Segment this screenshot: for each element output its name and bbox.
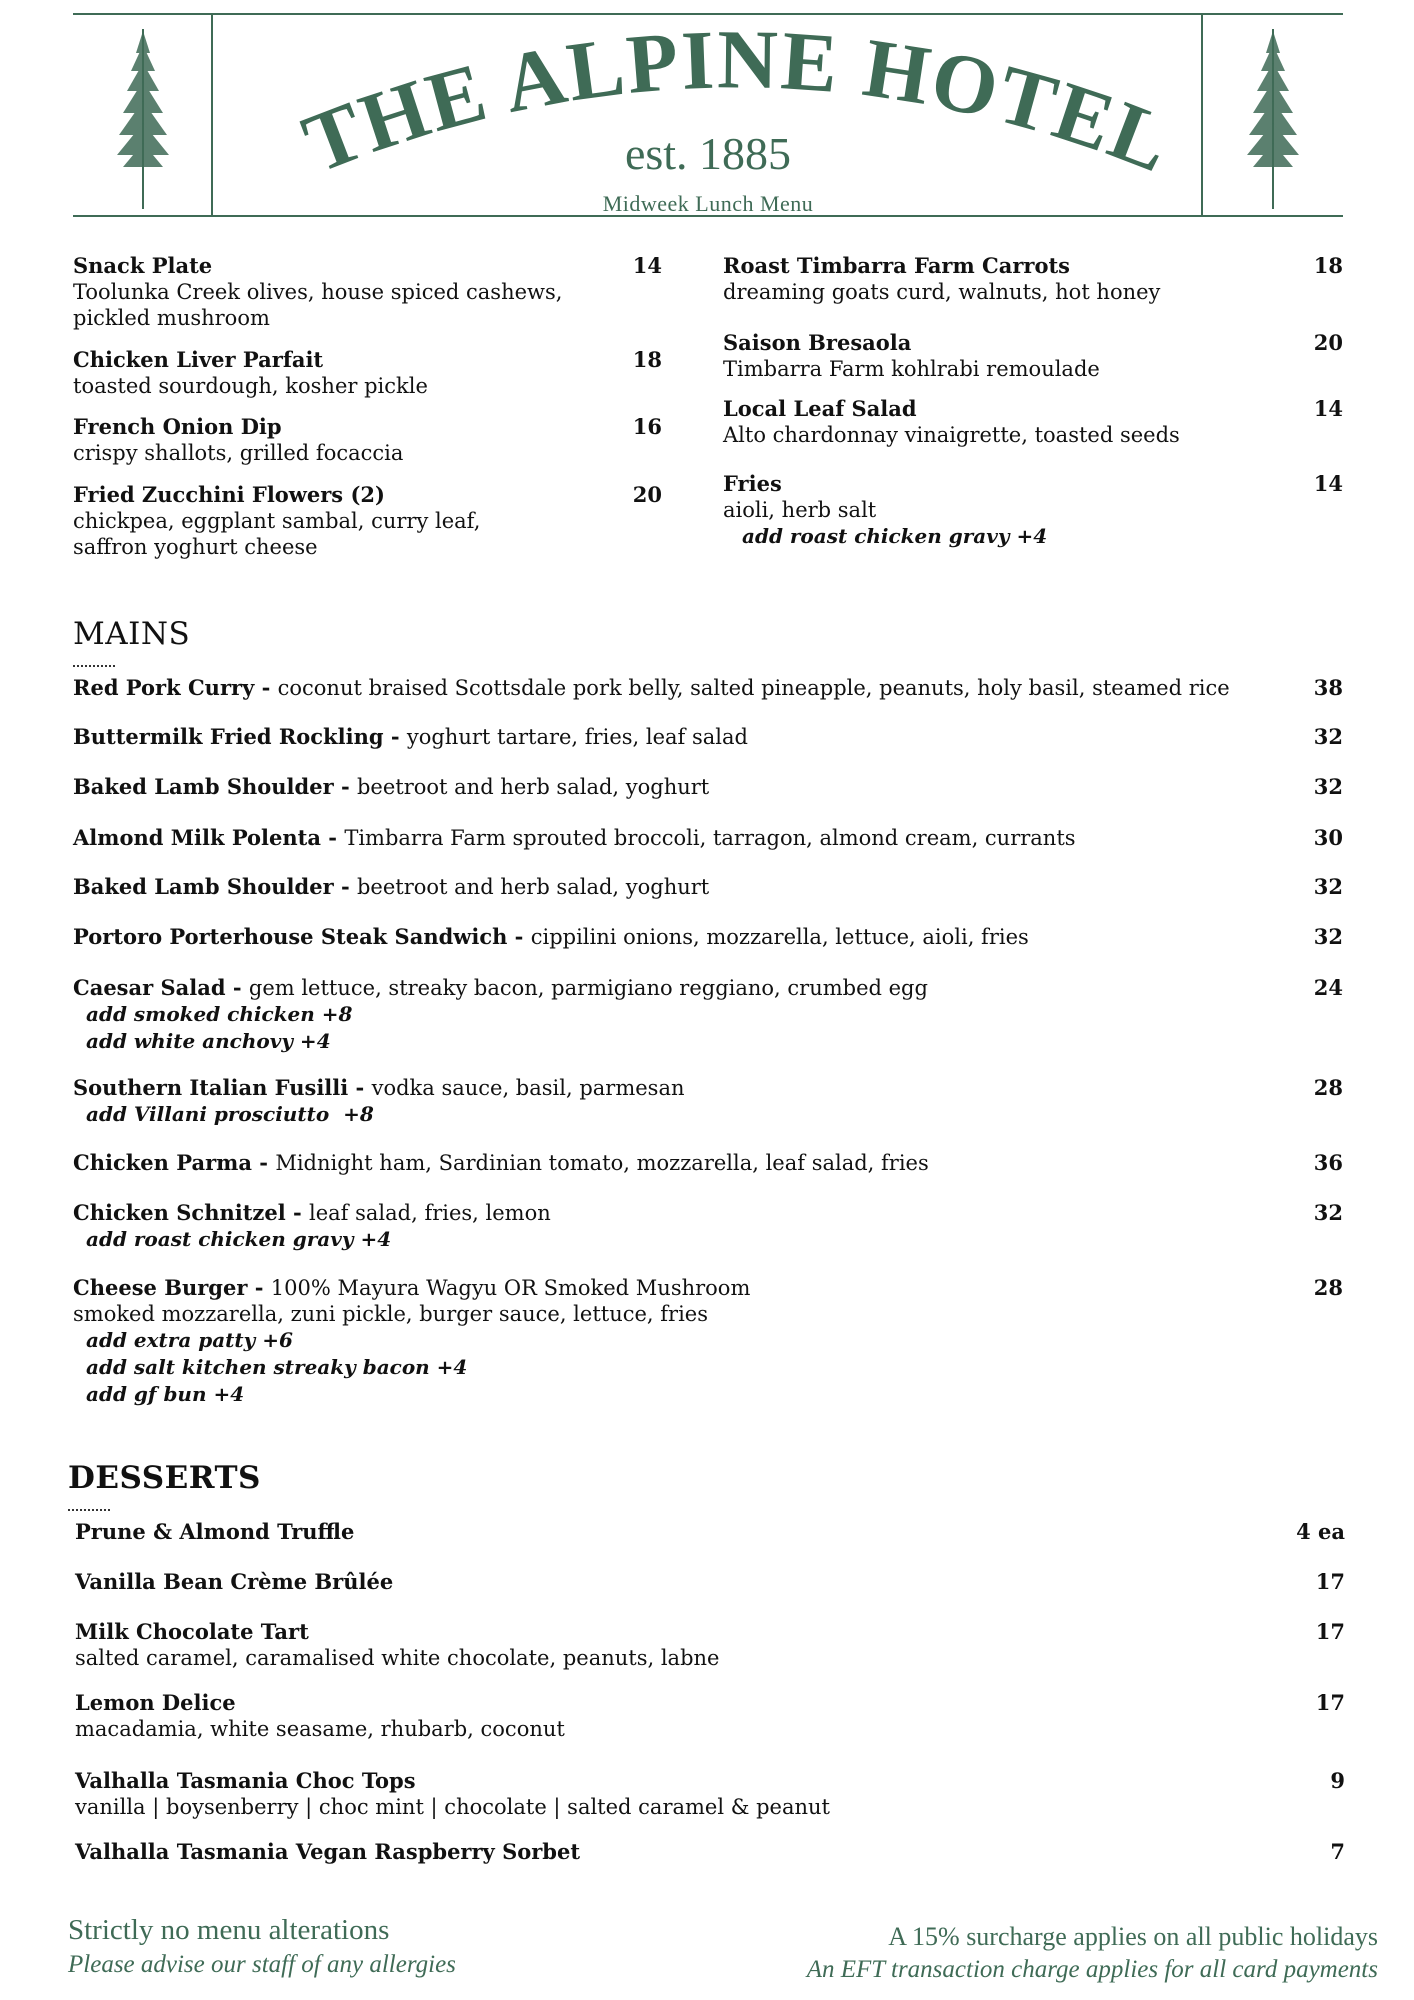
no-alterations-note: Strictly no menu alterations: [68, 1914, 390, 1946]
item-description: cippilini onions, mozzarella, lettuce, aioli, fries: [530, 925, 1029, 949]
item-description: coconut braised Scottsdale pork belly, salted pineapple, peanuts, holy basil, steamed rice: [277, 676, 1230, 700]
item-price: 18: [1313, 253, 1343, 278]
menu-item: [73, 413, 593, 466]
item-name: Lemon Delice: [75, 1690, 236, 1715]
menu-item: [723, 329, 1263, 382]
item-description: vanilla | boysenberry | choc mint | chocolate | salted caramel & peanut: [75, 1795, 830, 1819]
menu-item: [75, 1568, 1175, 1595]
menu-item: [73, 824, 1273, 851]
established-year: est. 1885: [624, 128, 792, 179]
item-name: Caesar Salad -: [73, 975, 249, 1000]
item-name: French Onion Dip: [73, 414, 282, 439]
item-price: 30: [1313, 825, 1343, 850]
item-addon: add Villani prosciutto +8: [86, 1102, 374, 1126]
menu-item: [723, 470, 1263, 550]
hotel-title: [263, 15, 1213, 215]
pine-tree-icon: [1233, 23, 1313, 211]
menu-item: [73, 346, 593, 399]
item-description: smoked mozzarella, zuni pickle, burger sauce, lettuce, fries: [73, 1302, 708, 1326]
item-price: 28: [1313, 1275, 1343, 1300]
menu-item: [73, 252, 593, 331]
item-price: 16: [632, 414, 662, 439]
menu-item: [73, 773, 1273, 800]
item-name: Vanilla Bean Crème Brûlée: [75, 1569, 394, 1594]
item-name: Saison Bresaola: [723, 330, 912, 355]
item-price: 9: [1330, 1768, 1345, 1793]
item-description: gem lettuce, streaky bacon, parmigiano reggiano, crumbed egg: [248, 976, 928, 1000]
item-price: 17: [1315, 1690, 1345, 1715]
section-title-desserts: DESSERTS: [68, 1460, 261, 1496]
hotel-title-text: THE ALPINE HOTEL: [291, 15, 1185, 192]
menu-item: [73, 1074, 1273, 1128]
item-name: Fried Zucchini Flowers (2): [73, 482, 385, 507]
item-name: Snack Plate: [73, 253, 213, 278]
item-description: beetroot and herb salad, yoghurt: [356, 775, 710, 799]
menu-item: [73, 674, 1313, 701]
item-description: vodka sauce, basil, parmesan: [371, 1076, 685, 1100]
item-description: dreaming goats curd, walnuts, hot honey: [723, 280, 1161, 304]
item-description: macadamia, white seasame, rhubarb, coconut: [75, 1717, 565, 1741]
item-description: Alto chardonnay vinaigrette, toasted seeds: [723, 423, 1180, 447]
item-price: 24: [1313, 975, 1343, 1000]
item-name: Local Leaf Salad: [723, 396, 917, 421]
item-name: Buttermilk Fried Rockling -: [73, 724, 407, 749]
menu-item: [73, 1199, 1273, 1253]
section-underline: [68, 1509, 110, 1511]
item-price: 4 ea: [1296, 1519, 1345, 1544]
menu-item: [75, 1689, 1175, 1742]
item-price: 14: [1313, 471, 1343, 496]
header-divider-left: [211, 15, 213, 215]
item-price: 32: [1313, 724, 1343, 749]
item-addon: add roast chicken gravy +4: [742, 524, 1048, 548]
section-title-mains: MAINS: [73, 616, 191, 652]
menu-item: [73, 1274, 1273, 1408]
item-name: Chicken Parma -: [73, 1150, 276, 1175]
item-description: aioli, herb salt: [723, 498, 877, 522]
item-description: Timbarra Farm sprouted broccoli, tarragon, almond cream, currants: [344, 826, 1076, 850]
item-price: 32: [1313, 924, 1343, 949]
item-price: 17: [1315, 1569, 1345, 1594]
item-addon: add white anchovy +4: [86, 1029, 331, 1053]
item-price: 32: [1313, 874, 1343, 899]
item-name: Portoro Porterhouse Steak Sandwich -: [73, 924, 531, 949]
menu-header: [73, 13, 1343, 217]
item-description: chickpea, eggplant sambal, curry leaf,: [73, 509, 481, 533]
item-price: 32: [1313, 774, 1343, 799]
item-price: 18: [632, 347, 662, 372]
footer-notes-right: [807, 1920, 1378, 1987]
item-price: 20: [632, 482, 662, 507]
item-price: 14: [632, 253, 662, 278]
item-price: 38: [1313, 675, 1343, 700]
item-description: 100% Mayura Wagyu OR Smoked Mushroom: [270, 1276, 751, 1300]
item-description: Midnight ham, Sardinian tomato, mozzarella, leaf salad, fries: [275, 1151, 929, 1175]
menu-item: [75, 1767, 1175, 1820]
item-name: Baked Lamb Shoulder -: [73, 774, 357, 799]
item-name: Baked Lamb Shoulder -: [73, 874, 357, 899]
item-addon: add roast chicken gravy +4: [86, 1227, 392, 1251]
item-price: 32: [1313, 1200, 1343, 1225]
menu-item: [73, 723, 1273, 750]
item-price: 20: [1313, 330, 1343, 355]
item-name: Red Pork Curry -: [73, 675, 278, 700]
item-description: pickled mushroom: [73, 306, 270, 330]
item-addon: add smoked chicken +8: [86, 1002, 353, 1026]
item-addon: add salt kitchen streaky bacon +4: [86, 1355, 468, 1379]
menu-item: [73, 1149, 1273, 1176]
item-name: Chicken Liver Parfait: [73, 347, 324, 372]
item-description: salted caramel, caramalised white chocolate, peanuts, labne: [75, 1646, 720, 1670]
menu-item: [73, 974, 1273, 1055]
item-price: 28: [1313, 1075, 1343, 1100]
menu-item: [73, 481, 593, 560]
item-price: 7: [1330, 1839, 1345, 1864]
pine-tree-icon: [103, 23, 183, 211]
item-name: Chicken Schnitzel -: [73, 1200, 310, 1225]
item-description: crispy shallots, grilled focaccia: [73, 441, 404, 465]
menu-item: [75, 1618, 1175, 1671]
item-name: Roast Timbarra Farm Carrots: [723, 253, 1071, 278]
item-description: beetroot and herb salad, yoghurt: [356, 875, 710, 899]
item-name: Fries: [723, 471, 782, 496]
menu-item: [723, 395, 1263, 448]
menu-item: [75, 1518, 1175, 1545]
item-description: saffron yoghurt cheese: [73, 535, 318, 559]
item-price: 17: [1315, 1619, 1345, 1644]
item-price: 14: [1313, 396, 1343, 421]
item-name: Valhalla Tasmania Choc Tops: [75, 1768, 416, 1793]
eft-charge-note: An EFT transaction charge applies for all card payments: [806, 1956, 1378, 1983]
item-price: 36: [1313, 1150, 1343, 1175]
menu-item: [723, 252, 1263, 305]
footer-notes-left: [68, 1912, 456, 1982]
item-addon: add gf bun +4: [86, 1382, 245, 1406]
menu-subtitle: Midweek Lunch Menu: [602, 191, 814, 216]
section-underline: [73, 665, 115, 667]
item-name: Cheese Burger -: [73, 1275, 271, 1300]
item-name: Valhalla Tasmania Vegan Raspberry Sorbet: [75, 1839, 581, 1864]
allergy-note: Please advise our staff of any allergies: [68, 1951, 456, 1978]
item-addon: add extra patty +6: [86, 1328, 293, 1352]
item-name: Prune & Almond Truffle: [75, 1519, 355, 1544]
item-description: Toolunka Creek olives, house spiced cashews,: [73, 280, 563, 304]
surcharge-note: A 15% surcharge applies on all public holidays: [888, 1922, 1378, 1951]
item-name: Southern Italian Fusilli -: [73, 1075, 372, 1100]
item-name: Almond Milk Polenta -: [73, 825, 345, 850]
item-description: leaf salad, fries, lemon: [309, 1201, 551, 1225]
menu-item: [73, 873, 1273, 900]
menu-item: [73, 923, 1273, 950]
item-name: Milk Chocolate Tart: [75, 1619, 309, 1644]
item-description: toasted sourdough, kosher pickle: [73, 374, 428, 398]
item-description: yoghurt tartare, fries, leaf salad: [406, 725, 748, 749]
menu-item: [75, 1838, 1175, 1865]
item-description: Timbarra Farm kohlrabi remoulade: [723, 357, 1100, 381]
